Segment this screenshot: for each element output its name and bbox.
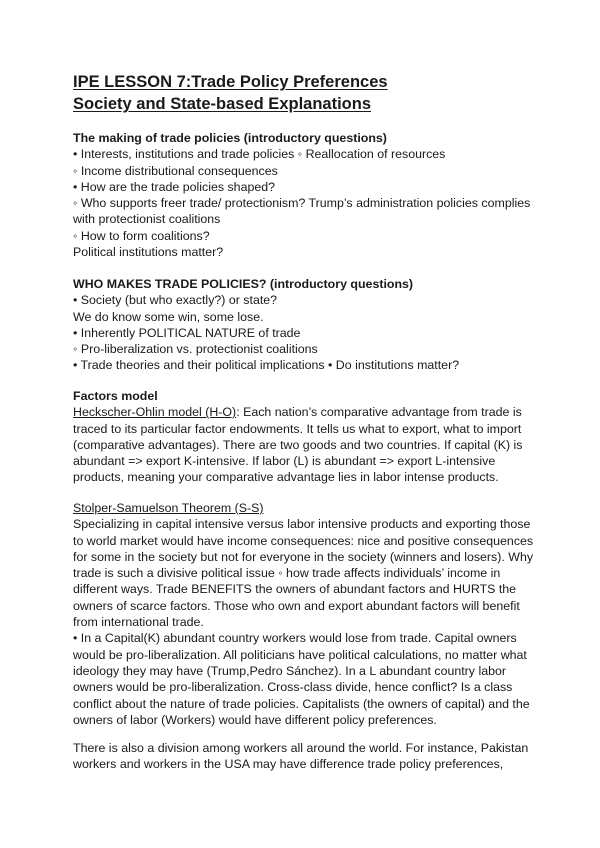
text-line: • In a Capital(K) abundant country workers would lose from trade. Capital owners <box>73 631 517 646</box>
text-line: (comparative advantages). There are two goods and two countries. If capital (K) is <box>73 437 523 452</box>
section-worker-division <box>73 740 533 773</box>
section-heading: Stolper-Samuelson Theorem (S-S) <box>73 501 264 515</box>
text-line: • Inherently POLITICAL NATURE of trade <box>73 325 301 340</box>
text-line: • Society (but who exactly?) or state? <box>73 293 278 308</box>
lesson-title: IPE LESSON 7:Trade Policy Preferences <box>73 73 388 91</box>
heckscher-ohlin-label: Heckscher-Ohlin model (H-O) <box>73 405 237 420</box>
text-line: ◦ Who supports freer trade/ protectionism? Trump’s administration policies complies <box>73 196 531 211</box>
text-line: Specializing in capital intensive versus labor intensive products and exporting those <box>73 517 531 532</box>
text-line: for some in the society but not for everyone in the society (winners and losers). Why <box>73 549 534 564</box>
section-heading: Factors model <box>73 389 158 403</box>
text-line: owners would be pro-liberalization. Cross-class divide, hence conflict? Is a class <box>73 680 513 695</box>
section-factors-model <box>73 388 533 486</box>
section-heading: WHO MAKES TRADE POLICIES? (introductory questions) <box>73 277 414 291</box>
section-heading: The making of trade policies (introductory questions) <box>73 131 387 145</box>
text-line: We do know some win, some lose. <box>73 309 264 324</box>
text-line: products, meaning your comparative advantage lies in labor intense products. <box>73 470 499 485</box>
section-making-of-trade-policies <box>73 130 533 260</box>
text-line: There is also a division among workers all around the world. For instance, Pakistan <box>73 741 529 755</box>
text-line <box>73 404 533 420</box>
section-who-makes-trade-policies <box>73 276 533 374</box>
text-line: • Trade theories and their political implications • Do institutions matter? <box>73 358 460 373</box>
text-line: traced to its particular factor endowments. It tells us what to export, what to import <box>73 421 522 436</box>
text-line: abundant => export K-intensive. If labor (L) is abundant => export L-intensive <box>73 454 496 469</box>
text-line: from international trade. <box>73 615 204 630</box>
text-line: trade is such a divisive political issue ◦ how trade affects individuals’ income in <box>73 566 501 581</box>
text-line: Political institutions matter? <box>73 245 224 260</box>
text-line: workers and workers in the USA may have difference trade policy preferences, <box>73 757 504 772</box>
text-line: with protectionist coalitions <box>73 212 221 227</box>
text-line: ◦ Pro-liberalization vs. protectionist coalitions <box>73 342 318 357</box>
text-line: ◦ How to form coalitions? <box>73 228 210 243</box>
text-line: • Interests, institutions and trade policies ◦ Reallocation of resources <box>73 147 446 162</box>
text-line: • How are the trade policies shaped? <box>73 179 276 194</box>
text-line: ◦ Income distributional consequences <box>73 163 278 178</box>
text-line: to world market would have income consequences: nice and positive consequences <box>73 533 534 548</box>
text-line: would be pro-liberalization. All politicians have political calculations, no matter what <box>73 647 527 662</box>
lesson-subtitle: Society and State-based Explanations <box>73 95 371 113</box>
text-line: conflict about the nature of trade policies. Capitalists (the owners of capital) and the <box>73 696 530 711</box>
text-line: ideology they may have (Trump,Pedro Sánchez). In a L abundant country labor <box>73 663 507 678</box>
section-stolper-samuelson <box>73 500 533 728</box>
text-line: different ways. Trade BENEFITS the owners of abundant factors and HURTS the <box>73 582 517 597</box>
text-fragment: : Each nation’s comparative advantage from trade is <box>236 405 522 420</box>
text-line: owners of labor (Workers) would have different policy preferences. <box>73 712 437 727</box>
text-line: owners of scarce factors. Those who own and export abundant factors will benefit <box>73 598 520 613</box>
